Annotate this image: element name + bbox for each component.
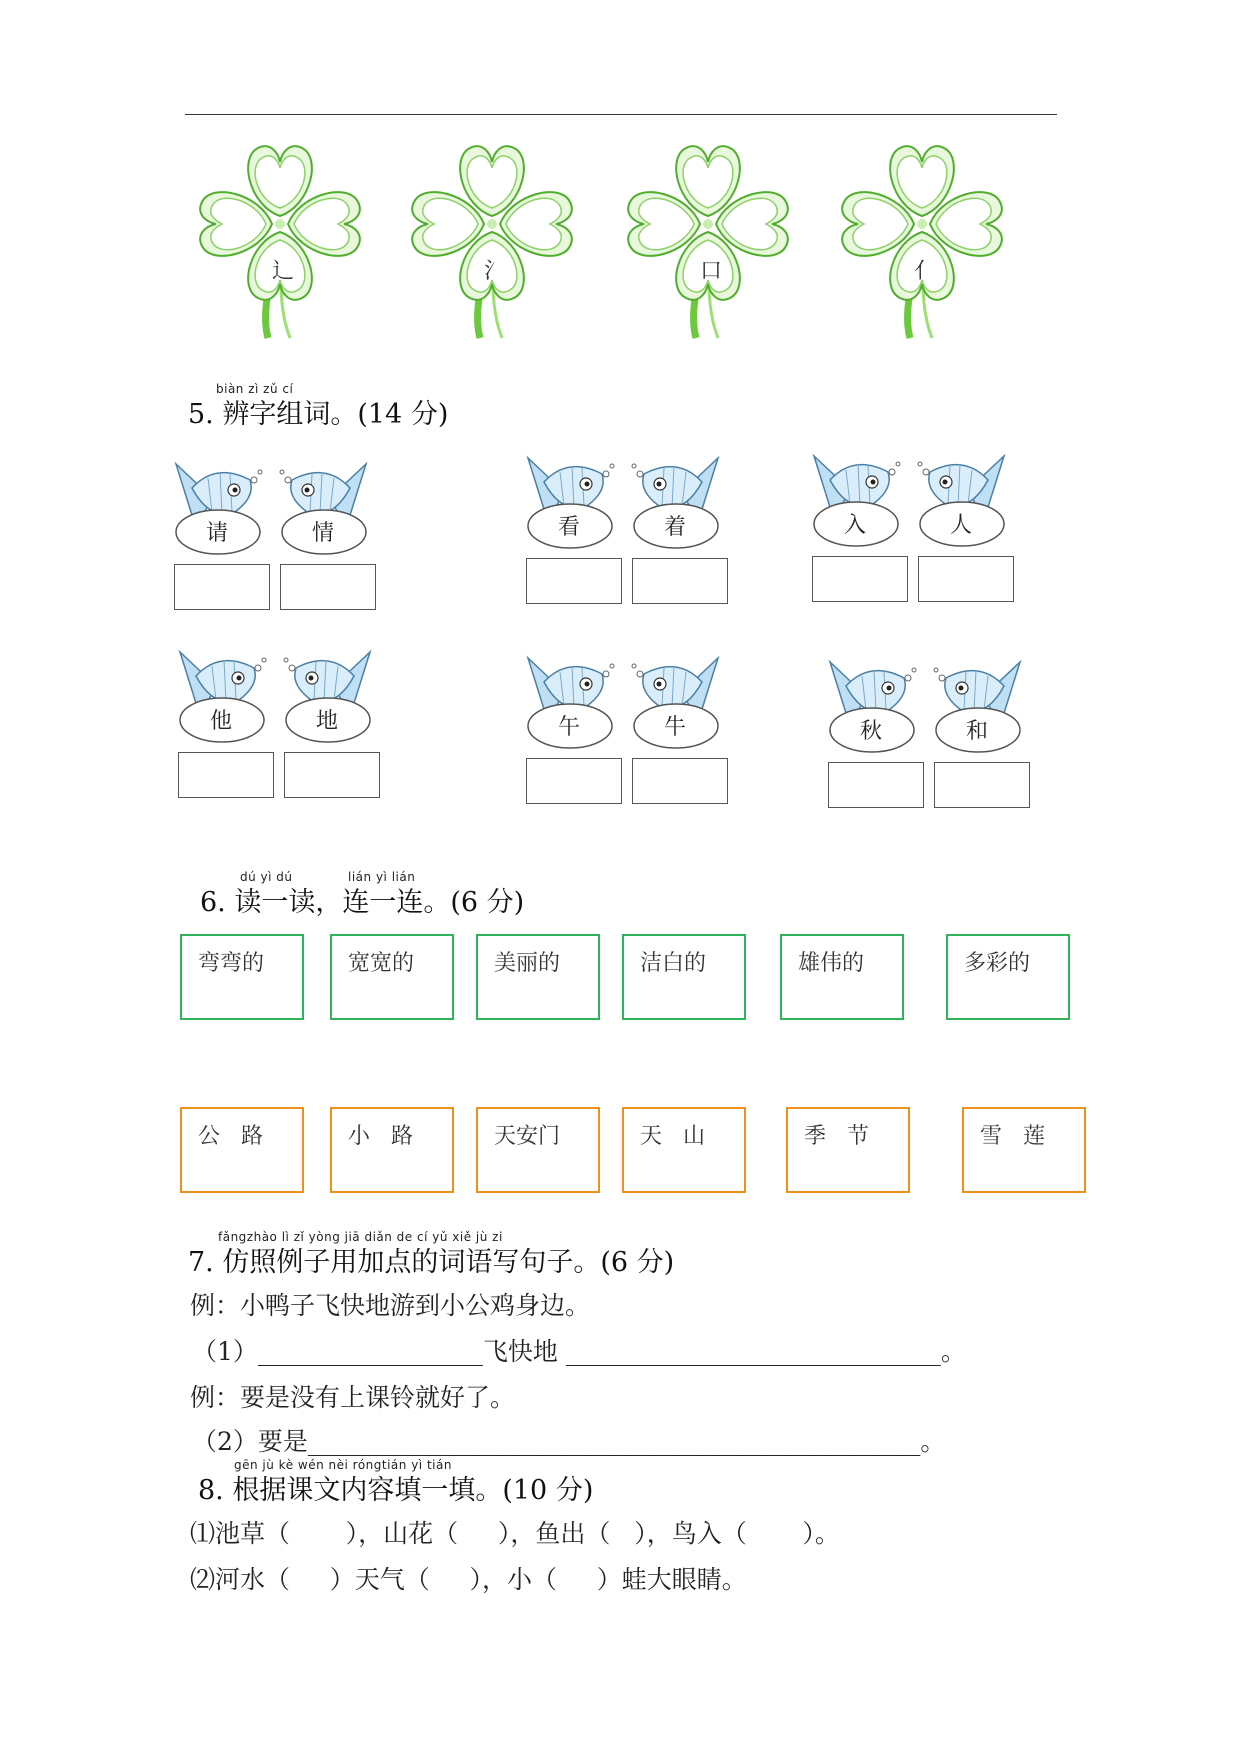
q7-example-1: 例：小鸭子飞快地游到小公鸡身边。 [190, 1291, 591, 1320]
q8-line-1[interactable]: ⑴池草（ ），山花（ ），鱼出（ ），鸟入（ ）。 [190, 1519, 840, 1548]
clover-radical: 亻 [914, 259, 937, 284]
q5-title: 5. 辨字组词。(14 分) [188, 399, 449, 430]
q8-line-2[interactable]: ⑵河水（ ）天气（ ），小（ ）蛙大眼睛。 [190, 1565, 747, 1594]
word-answer-box[interactable] [280, 564, 376, 610]
fish-character: 地 [315, 709, 338, 734]
fish-character: 看 [557, 515, 580, 540]
noun-box[interactable]: 季 节 [786, 1107, 910, 1193]
fish-character: 着 [663, 515, 686, 540]
q7-answer-line-1[interactable]: （1）__________________飞快地 ______________________________。 [192, 1337, 966, 1366]
clover-radical: 氵 [484, 259, 507, 284]
fish-card [172, 458, 282, 558]
word-answer-box[interactable] [526, 558, 622, 604]
q7-pinyin: fǎngzhào lì zǐ yòng jiā diǎn de cí yǔ xiě jù zi [218, 1230, 503, 1244]
noun-box[interactable]: 小 路 [330, 1107, 454, 1193]
clover-icon [190, 138, 370, 358]
word-answer-box[interactable] [526, 758, 622, 804]
word-answer-box[interactable] [812, 556, 908, 602]
fish-card [630, 452, 740, 552]
clover-icon [618, 138, 798, 358]
word-answer-box[interactable] [828, 762, 924, 808]
word-answer-box[interactable] [174, 564, 270, 610]
fish-card [932, 656, 1042, 756]
noun-box[interactable]: 雪 莲 [962, 1107, 1086, 1193]
noun-box[interactable]: 天 山 [622, 1107, 746, 1193]
fish-card [826, 656, 936, 756]
header-rule [185, 114, 1057, 115]
fish-character: 情 [311, 521, 334, 546]
fish-character: 请 [205, 521, 228, 546]
word-answer-box[interactable] [632, 758, 728, 804]
clover-2 [402, 138, 582, 358]
clover-icon [832, 138, 1012, 358]
q8-title: 8. 根据课文内容填一填。(10 分) [198, 1475, 594, 1506]
q7-title: 7. 仿照例子用加点的词语写句子。(6 分) [188, 1247, 675, 1278]
adjective-box[interactable]: 雄伟的 [780, 934, 904, 1020]
fish-character: 入 [843, 513, 866, 538]
fish-card [278, 458, 388, 558]
adjective-box[interactable]: 美丽的 [476, 934, 600, 1020]
fish-card [176, 646, 286, 746]
clover-3 [618, 138, 798, 358]
fish-character: 秋 [859, 719, 882, 744]
clover-radical: ⻌ [272, 259, 295, 284]
noun-box[interactable]: 天安门 [476, 1107, 600, 1193]
fish-card [810, 450, 920, 550]
adjective-box[interactable]: 洁白的 [622, 934, 746, 1020]
fish-card [524, 452, 634, 552]
fish-card [630, 652, 740, 752]
clover-radical: 口 [700, 259, 723, 284]
clover-1 [190, 138, 370, 358]
word-answer-box[interactable] [284, 752, 380, 798]
clover-4 [832, 138, 1012, 358]
noun-box[interactable]: 公 路 [180, 1107, 304, 1193]
q6-title: 6. 读一读，连一连。(6 分) [200, 887, 525, 918]
fish-character: 他 [209, 709, 232, 734]
fish-card [282, 646, 392, 746]
q7-example-2: 例：要是没有上课铃就好了。 [190, 1383, 516, 1412]
q5-pinyin: biàn zì zǔ cí [216, 382, 294, 396]
word-answer-box[interactable] [934, 762, 1030, 808]
clover-icon [402, 138, 582, 358]
fish-character: 牛 [663, 715, 686, 740]
adjective-box[interactable]: 弯弯的 [180, 934, 304, 1020]
fish-character: 和 [965, 719, 988, 744]
word-answer-box[interactable] [178, 752, 274, 798]
q6-pinyin-1: dú yì dú [240, 870, 293, 884]
fish-card [524, 652, 634, 752]
word-answer-box[interactable] [632, 558, 728, 604]
fish-character: 人 [949, 513, 972, 538]
q7-answer-line-2[interactable]: （2）要是_________________________________________________。 [192, 1427, 946, 1456]
word-answer-box[interactable] [918, 556, 1014, 602]
q8-pinyin: gēn jù kè wén nèi róngtián yì tián [234, 1458, 452, 1472]
fish-card [916, 450, 1026, 550]
fish-character: 午 [557, 715, 580, 740]
adjective-box[interactable]: 宽宽的 [330, 934, 454, 1020]
q6-pinyin-2: lián yì lián [348, 870, 416, 884]
adjective-box[interactable]: 多彩的 [946, 934, 1070, 1020]
